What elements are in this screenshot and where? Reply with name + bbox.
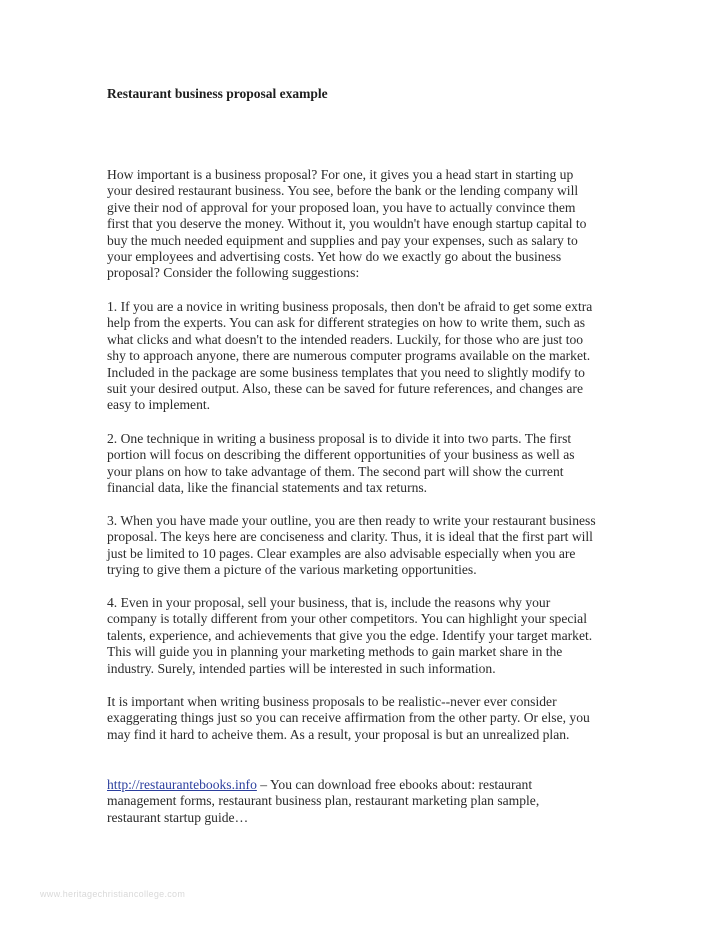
text-line: suit your desired output. Also, these can be saved for future references, and changes are [107, 381, 583, 397]
text-line: Included in the package are some business templates that you need to slightly modify to [107, 364, 585, 380]
paragraph-suggestion-1 [107, 299, 627, 414]
text-line: give their nod of approval for your proposed loan, you have to actually convince them [107, 199, 576, 215]
paragraph-suggestion-3 [107, 513, 627, 579]
paragraph-suggestion-2 [107, 431, 627, 497]
text-line: your employees and advertising costs. Yet how do we exactly go about the business [107, 249, 562, 265]
text-line: shy to approach anyone, there are numerous computer programs available on the market. [107, 348, 591, 364]
footer-note [107, 777, 627, 826]
text-line: This will guide you in planning your marketing methods to gain market share in the [107, 644, 563, 660]
text-line: company is totally different from your other competitors. You can highlight your special [107, 611, 587, 627]
text-line: your desired restaurant business. You see, before the bank or the lending company will [107, 183, 579, 199]
restaurantebooks-link[interactable]: http://restaurantebooks.info [107, 777, 257, 792]
document-title: Restaurant business proposal example [107, 86, 328, 101]
text-line: just be limited to 10 pages. Clear examples are also advisable especially when you are [107, 545, 576, 561]
text-line: proposal. The keys here are conciseness and clarity. Thus, it is ideal that the first part will [107, 529, 593, 545]
footer-line: restaurant startup guide… [107, 809, 249, 825]
text-line: may find it hard to acheive them. As a result, your proposal is but an unrealized plan. [107, 726, 570, 742]
text-line: How important is a business proposal? For one, it gives you a head start in starting up [107, 167, 574, 182]
text-line: easy to implement. [107, 397, 211, 413]
footer-line: management forms, restaurant business plan, restaurant marketing plan sample, [107, 793, 540, 809]
watermark-text: www.heritagechristiancollege.com [40, 889, 186, 899]
text-line: what clicks and what doesn't to the intended readers. Luckily, for those who are just too [107, 331, 584, 347]
paragraph-conclusion [107, 694, 627, 743]
text-line: financial data, like the financial statements and tax returns. [107, 480, 428, 496]
text-line: exaggerating things just so you can receive affirmation from the other party. Or else, you [107, 710, 590, 726]
text-line: trying to give them a picture of the various marketing opportunities. [107, 562, 477, 578]
paragraph-suggestion-4 [107, 595, 627, 677]
text-line: talents, experience, and achievements that give you the edge. Identify your target market. [107, 627, 593, 643]
paragraph-intro [107, 167, 627, 282]
text-line: help from the experts. You can ask for different strategies on how to write them, such as [107, 315, 586, 331]
text-line: 2. One technique in writing a business proposal is to divide it into two parts. The first [107, 431, 572, 446]
footer-line [107, 777, 627, 793]
text-line: your plans on how to take advantage of them. The second part will show the current [107, 463, 564, 479]
text-line: portion will focus on describing the different opportunities of your business as well as [107, 447, 575, 463]
text-line: first that you deserve the money. Without it, you wouldn't have enough startup capital to [107, 216, 587, 232]
text-line: 1. If you are a novice in writing business proposals, then don't be afraid to get some extra [107, 299, 593, 314]
text-line: industry. Surely, intended parties will be interested in such information. [107, 660, 496, 676]
text-line: buy the much needed equipment and supplies and pay your expenses, such as salary to [107, 232, 578, 248]
footer-line-rest: – You can download free ebooks about: restaurant [256, 777, 533, 792]
text-line: 3. When you have made your outline, you are then ready to write your restaurant business [107, 513, 596, 528]
text-line: proposal? Consider the following suggestions: [107, 265, 360, 281]
text-line: 4. Even in your proposal, sell your business, that is, include the reasons why your [107, 595, 551, 610]
text-line: It is important when writing business proposals to be realistic--never ever consider [107, 694, 557, 709]
